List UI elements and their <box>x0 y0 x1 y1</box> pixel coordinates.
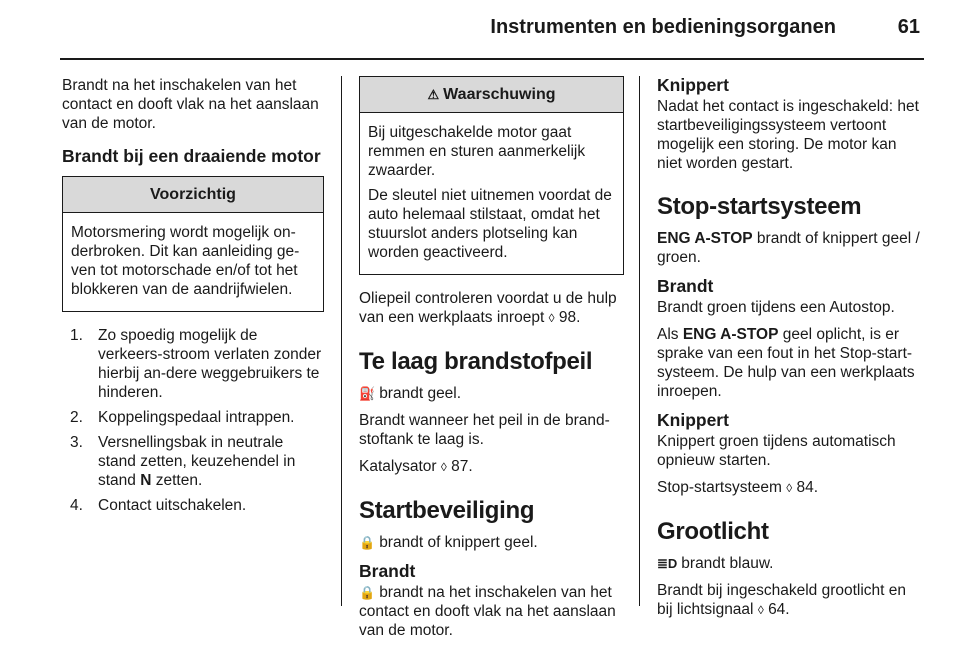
step-text-after: zetten. <box>151 472 203 489</box>
heading-knippert-2: Knippert <box>657 410 729 430</box>
header-rule <box>60 58 924 60</box>
brandt-line-1: Brandt groen tijdens een Autostop. <box>657 299 895 316</box>
fuel-pump-icon: ⛽ <box>359 386 376 401</box>
warning-title-bar <box>360 77 623 113</box>
intro-paragraph: Brandt na het inschakelen van het contact en dooft vlak na het aanslaan van de motor. <box>62 77 319 132</box>
step-text: Koppelingspedaal intrappen. <box>98 409 295 426</box>
list-item <box>62 433 324 490</box>
knippert2-text: Knippert groen tijdens automatisch opnieuw starten. <box>657 433 896 469</box>
column-divider <box>341 76 342 606</box>
step-number: 2. <box>70 409 83 426</box>
subheading-running-engine: Brandt bij een draaiende motor <box>62 146 321 166</box>
page-reference[interactable]: 84. <box>796 479 819 496</box>
steps-list <box>62 326 324 515</box>
brandt-paragraph <box>359 583 624 640</box>
page-reference-icon: ◊ <box>440 460 447 474</box>
heading-stop-start: Stop-startsysteem <box>657 193 862 220</box>
warning-box <box>359 76 624 275</box>
catalyst-text: Katalysator <box>359 458 437 475</box>
fuel-status-text: brandt geel. <box>379 385 462 402</box>
warning-text-1: Bij uitgeschakelde motor gaat remmen en sturen aanmerkelijk zwaarder. <box>368 124 586 179</box>
fuel-line-3 <box>359 457 624 477</box>
high-beam-status: brandt blauw. <box>681 555 774 572</box>
stop-start-line <box>657 229 922 267</box>
heading-low-fuel: Te laag brandstofpeil <box>359 348 593 375</box>
list-item <box>62 496 324 515</box>
eng-a-stop-code: ENG A-STOP <box>682 326 779 343</box>
stop-start-ref-text: Stop-startsysteem <box>657 479 782 496</box>
column-2 <box>359 76 624 648</box>
stop-start-text: brandt of knippert geel / groen. <box>657 230 920 266</box>
brandt-paragraph-2 <box>657 325 922 401</box>
list-item <box>62 326 324 402</box>
step-text: Zo spoedig mogelijk de verkeers-stroom verlaten zonder hierbij an-dere weggebruikers te hinderen. <box>98 327 322 401</box>
immobiliser-text: brandt of knippert geel. <box>379 534 538 551</box>
page-reference-icon: ◊ <box>757 603 764 617</box>
fuel-line-2: Brandt wanneer het peil in de brand-stoftank te laag is. <box>359 412 610 448</box>
heading-brandt: Brandt <box>359 561 416 581</box>
page-header-title: Instrumenten en bedieningsorganen <box>490 16 836 38</box>
warning-text-2: De sleutel niet uitnemen voordat de auto helemaal stilstaat, omdat het stuurslot anders plotseling kan worden geactiveerd. <box>368 187 612 261</box>
brandt-text: brandt na het inschakelen van het contact en dooft vlak na het aanslaan van de motor. <box>359 584 616 639</box>
brandt-post: geel oplicht, is er sprake van een fout in het Stop-start-systeem. De hulp van een werkplaats inroepen. <box>657 326 915 400</box>
heading-high-beam: Grootlicht <box>657 518 769 545</box>
warning-title: Waarschuwing <box>443 86 556 103</box>
brandt-pre: Als <box>657 326 683 343</box>
column-3 <box>657 76 922 628</box>
page-reference[interactable]: 64. <box>768 601 790 618</box>
immobiliser-line <box>359 533 624 552</box>
fuel-line-1 <box>359 384 624 403</box>
warning-triangle-icon: ⚠ <box>427 87 440 102</box>
high-beam-line-1 <box>657 554 922 573</box>
heading-knippert: Knippert <box>657 75 729 95</box>
list-item <box>62 408 324 427</box>
step-number: 3. <box>70 434 83 451</box>
column-divider <box>639 76 640 606</box>
caution-title: Voorzichtig <box>63 177 323 213</box>
step-text: Contact uitschakelen. <box>98 497 247 514</box>
page-number: 61 <box>897 16 920 38</box>
heading-immobiliser: Startbeveiliging <box>359 497 535 524</box>
car-lock-icon: 🔒 <box>359 535 376 550</box>
step-number: 4. <box>70 497 83 514</box>
caution-box <box>62 176 324 312</box>
high-beam-line-2 <box>657 581 922 620</box>
eng-a-stop-code: ENG A-STOP <box>657 230 753 247</box>
step-text: Versnellingsbak in neutrale stand zetten, keuzehendel in stand <box>98 434 296 489</box>
heading-brandt: Brandt <box>657 276 714 296</box>
car-lock-icon: 🔒 <box>359 585 376 600</box>
knippert-text: Nadat het contact is ingeschakeld: het startbeveiligingssysteem vertoont mogelijk een storing. De motor kan niet worden gestart. <box>657 98 919 172</box>
caution-text: Motorsmering wordt mogelijk on-derbroken. Dit kan aanleiding ge-ven tot motorschade en/of tot het blokkeren van de aandrijfwielen. <box>71 224 300 298</box>
page-reference[interactable]: 87. <box>451 458 473 475</box>
high-beam-text: Brandt bij ingeschakeld grootlicht en bij lichtsignaal <box>657 582 907 618</box>
high-beam-icon: ≣D <box>657 556 678 571</box>
page-reference[interactable]: 98. <box>558 309 581 326</box>
page-reference-icon: ◊ <box>786 481 793 495</box>
gear-position-n: N <box>140 472 152 489</box>
oil-check-paragraph <box>359 289 624 328</box>
step-text-container <box>94 433 324 490</box>
page-reference-icon: ◊ <box>548 311 555 325</box>
column-1 <box>62 76 324 521</box>
oil-check-text: Oliepeil controleren voordat u de hulp van een werkplaats inroept <box>359 290 617 326</box>
step-number: 1. <box>70 327 83 344</box>
stop-start-reference <box>657 478 922 498</box>
